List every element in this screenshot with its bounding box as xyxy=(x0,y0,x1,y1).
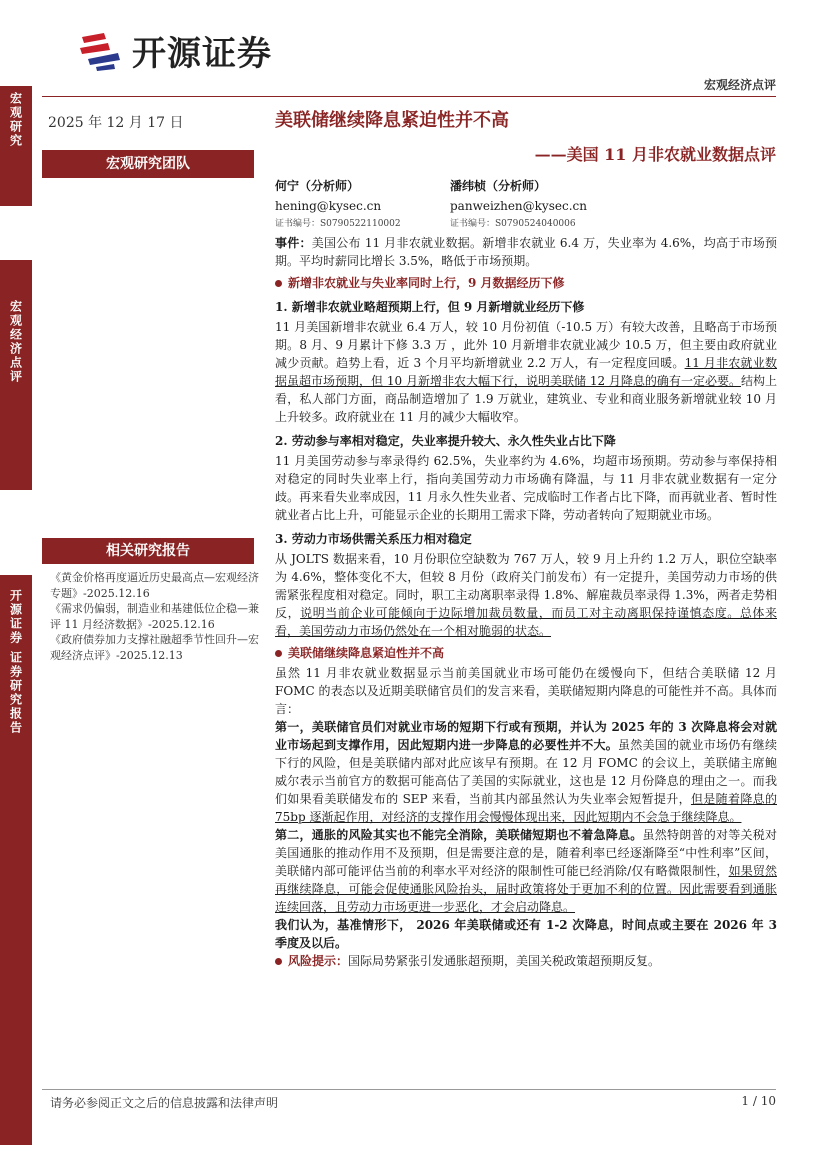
bullet-dot-icon xyxy=(275,280,282,287)
brand-name: 开源证券 xyxy=(132,34,272,74)
side-band-report: 开源证券 证券研究报告 xyxy=(0,575,32,1145)
paragraph: 第一，美联储官员们对就业市场的短期下行或有预期，并认为 2025 年的 3 次降息将会对就业市场起到支撑作用，因此短期内进一步降息的必要性并不大。虽然美国的就业市场仍有继续下行的风险，但是美联储内部对此应该早有预期。在 12 月 FOMC 的会议上，美联储主席鲍威尔表示当前官方的数据可能高估了美国的实际就业，这也是 12 月份降息的理由之一。而我们如果看美联储发布的 SEP 来看，当前其内部虽然认为失业率会短暂提升，但是随着降息的 75bp 逐渐起作用，对经济的支撑作用会慢慢体现出来，因此短期内不会急于继续降息。 xyxy=(275,720,777,824)
paragraph: 11 月美国劳动参与率录得约 62.5%，失业率约为 4.6%，均超市场预期。劳动参与率保持相对稳定的同时失业率上行，指向美国劳动力市场确有降温，与 11 月非农就业数据有一定分歧。再来看失业率成因，11 月永久性失业者、完成临时工作者占比下降，而再就业者、暂时性就业者占比上升，可能显示企业的长期用工需求下降，劳动者转向了短期就业市场。 xyxy=(275,454,777,522)
page-number: 1 / 10 xyxy=(741,1094,776,1108)
analyst-email[interactable]: panweizhen@kysec.cn xyxy=(450,199,587,213)
event-paragraph: 事件：美国公布 11 月非农就业数据。新增非农就业 6.4 万，失业率为 4.6%，均高于市场预期。平均时薪同比增长 3.5%，略低于市场预期。 xyxy=(275,236,777,268)
subsection-heading: 1. 新增非农就业略超预期上行，但 9 月新增就业经历下修 xyxy=(275,300,585,314)
section-bullet: 美联储继续降息紧迫性并不高 xyxy=(275,644,777,662)
related-reports-list xyxy=(50,570,260,663)
report-body xyxy=(275,234,777,970)
related-report-item[interactable]: 《需求仍偏弱，制造业和基建低位企稳—兼评 11 月经济数据》-2025.12.16 xyxy=(50,602,259,631)
paragraph: 11 月美国新增非农就业 6.4 万人，较 10 月份初值（-10.5 万）有较大改善，且略高于市场预期。8 月、9 月累计下修 3.3 万 ，此外 10 月新增非农就业减少 10.5 万，但主要由政府就业减少贡献。趋势上看，近 3 个月平均新增就业 2.2 万人，有一定程度回暖。11 月非农就业数据虽超市场预期，但 10 月新增非农大幅下行，说明美联储 12 月降息的确有一定必要。结构上看，私人部门方面，商品制造增加了 1.9 万就业，建筑业、专业和商业服务新增就业较 10 月上升较多。政府就业在 11 月的减少大幅收窄。 xyxy=(275,320,778,424)
subsection-heading: 3. 劳动力市场供需关系压力相对稳定 xyxy=(275,532,472,546)
header-divider xyxy=(42,96,776,97)
report-subtitle: ——美国 11 月非农就业数据点评 xyxy=(534,145,776,164)
kysec-logo-icon xyxy=(78,31,124,71)
analyst-name: 潘纬桢（分析师） xyxy=(450,179,547,193)
paragraph: 第二，通胀的风险其实也不能完全消除，美联储短期也不着急降息。虽然特朗普的对等关税对美国通胀的推动作用不及预期，但是需要注意的是，随着利率已经逐渐降至“中性利率”区间，美联储内部可能评估当前的利率水平对经济的限制性可能已经消除/仅有略微限制性，如果贸然再继续降息，可能会促使通胀风险抬头，届时政策将处于更加不利的位置。因此需要看到通胀连续回落，且劳动力市场更进一步恶化，才会启动降息。 xyxy=(275,828,777,914)
analyst-card xyxy=(275,176,401,232)
conclusion: 我们认为，基准情形下， 2026 年美联储或还有 1-2 次降息，时间点或主要在 2026 年 3 季度及以后。 xyxy=(275,918,777,950)
paragraph: 从 JOLTS 数据来看，10 月份职位空缺数为 767 万人，较 9 月上升约 1.2 万人，职位空缺率为 4.6%，整体变化不大，但较 8 月份（政府关门前发布）有一定提升，美国劳动力市场的供需紧张程度相对稳定。同时，职工主动离职率录得 1.8%、解雇裁员率录得 1.3%，两者走势相反，说明当前企业可能倾向于边际增加裁员数量，而员工对主动离职保持谨慎态度。总体来看，美国劳动力市场仍然处在一个相对脆弱的状态。 xyxy=(275,552,777,638)
analyst-name: 何宁（分析师） xyxy=(275,179,360,193)
risk-warning: 风险提示：国际局势紧张引发通胀超预期，美国关税政策超预期反复。 xyxy=(275,952,777,970)
brand-logo xyxy=(78,26,272,75)
team-label: 宏观研究团队 xyxy=(42,150,254,178)
analyst-email[interactable]: hening@kysec.cn xyxy=(275,199,382,213)
related-report-item[interactable]: 《黄金价格再度逼近历史最高点—宏观经济专题》-2025.12.16 xyxy=(50,571,259,600)
footer-disclaimer: 请务必参阅正文之后的信息披露和法律声明 xyxy=(50,1096,279,1110)
report-date: 2025 年 12 月 17 日 xyxy=(48,115,184,131)
side-band-macro-review: 宏观经济点评 xyxy=(0,260,32,490)
analyst-cert: 证书编号：S0790524040006 xyxy=(450,219,576,229)
bullet-dot-icon xyxy=(275,958,282,965)
related-reports-label: 相关研究报告 xyxy=(42,538,254,564)
report-title: 美联储继续降息紧迫性并不高 xyxy=(275,110,509,131)
analyst-card xyxy=(450,176,587,232)
paragraph: 虽然 11 月非农就业数据显示当前美国就业市场可能仍在缓慢向下，但结合美联储 12 月 FOMC 的表态以及近期美联储官员们的发言来看，美联储短期内降息的可能性并不高。具体而言： xyxy=(275,666,777,716)
analyst-cert: 证书编号：S0790522110002 xyxy=(275,219,401,229)
footer-divider xyxy=(42,1089,776,1090)
section-bullet: 新增非农就业与失业率同时上行，9 月数据经历下修 xyxy=(275,274,777,292)
side-band-macro-research: 宏观研究 xyxy=(0,86,32,206)
report-category: 宏观经济点评 xyxy=(703,78,776,92)
subsection-heading: 2. 劳动参与率相对稳定，失业率提升较大、永久性失业占比下降 xyxy=(275,434,616,448)
related-report-item[interactable]: 《政府债券加力支撑社融超季节性回升—宏观经济点评》-2025.12.13 xyxy=(50,633,259,662)
bullet-dot-icon xyxy=(275,650,282,657)
